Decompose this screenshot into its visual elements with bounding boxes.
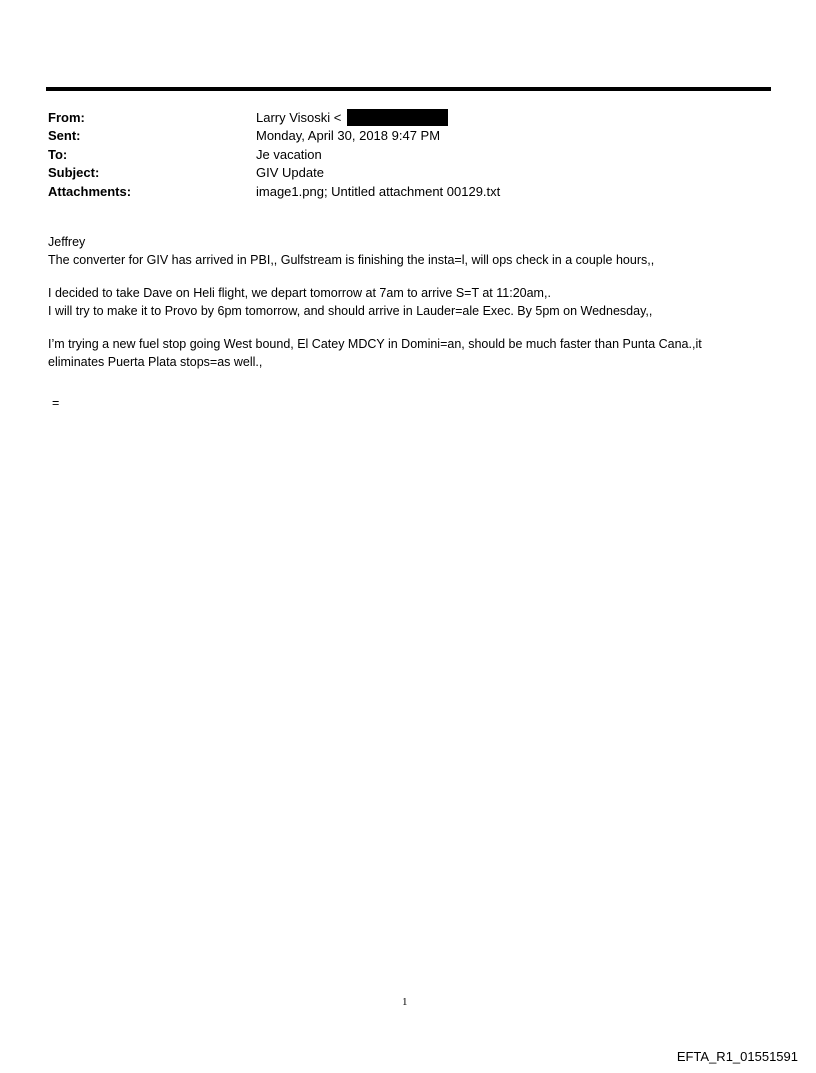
email-body — [48, 234, 788, 371]
email-header — [48, 108, 748, 201]
body-line-3: I will try to make it to Provo by 6pm tomorrow, and should arrive in Lauder=ale Exec. By 5pm on Wednesday,, — [48, 303, 653, 318]
to-value: Je vacation — [256, 146, 322, 162]
attachments-value: image1.png; Untitled attachment 00129.txt — [256, 183, 501, 199]
top-rule — [46, 87, 771, 91]
page-number: 1 — [402, 996, 408, 1008]
attachments-label: Attachments: — [48, 183, 132, 199]
to-row — [48, 145, 748, 164]
from-value — [256, 109, 448, 126]
sent-value: Monday, April 30, 2018 9:47 PM — [256, 128, 441, 144]
body-line-1: The converter for GIV has arrived in PBI,, Gulfstream is finishing the insta=l, will ops check in a couple hours,, — [48, 252, 655, 267]
body-line-2: I decided to take Dave on Heli flight, we depart tomorrow at 7am to arrive S=T at 11:20am,. — [48, 286, 551, 300]
from-row — [48, 108, 748, 127]
greeting: Jeffrey — [48, 235, 86, 249]
sent-row — [48, 127, 748, 146]
body-line-4: I’m trying a new fuel stop going West bound, El Catey MDCY in Domini=an, should be much faster than Punta Cana.,it — [48, 337, 702, 351]
redaction-box — [347, 109, 448, 126]
bates-number: EFTA_R1_01551591 — [676, 1049, 798, 1064]
paragraph-gap — [48, 320, 788, 336]
to-label: To: — [48, 146, 68, 162]
body-line-5: eliminates Puerta Plata stops=as well., — [48, 354, 263, 369]
subject-value: GIV Update — [256, 165, 324, 181]
trailing-equals: = — [52, 396, 60, 410]
attachments-row — [48, 182, 748, 201]
from-name: Larry Visoski < — [256, 109, 342, 125]
paragraph-gap — [48, 269, 788, 285]
sent-label: Sent: — [48, 128, 81, 144]
from-label: From: — [48, 109, 85, 125]
subject-row — [48, 164, 748, 183]
subject-label: Subject: — [48, 165, 100, 181]
